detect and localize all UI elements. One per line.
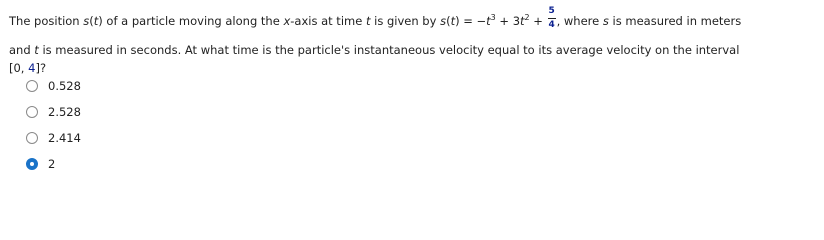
question-interval: [0, 4]? xyxy=(9,61,47,75)
option-label: 0.528 xyxy=(48,79,81,93)
radio-button[interactable] xyxy=(26,80,38,92)
radio-button[interactable] xyxy=(26,106,38,118)
question-line-1: The position s(t) of a particle moving along the x-axis at time t is given by $s(t) = -t^3 + 3t^2$ + $\frac{5}{4}$ , where s is measured in meters xyxy=(9,6,742,30)
option-label: 2.414 xyxy=(48,131,81,145)
question-line-2: and t is measured in seconds. At what time is the particle's instantaneous velocity equal to its average velocity on the interval xyxy=(9,43,740,57)
radio-button[interactable] xyxy=(26,132,38,144)
radio-button-selected[interactable] xyxy=(26,158,38,170)
option-label: 2.528 xyxy=(48,105,81,119)
option-label: 2 xyxy=(48,157,56,171)
fraction-5-over-4: $\frac{5}{4}$ xyxy=(548,6,555,30)
